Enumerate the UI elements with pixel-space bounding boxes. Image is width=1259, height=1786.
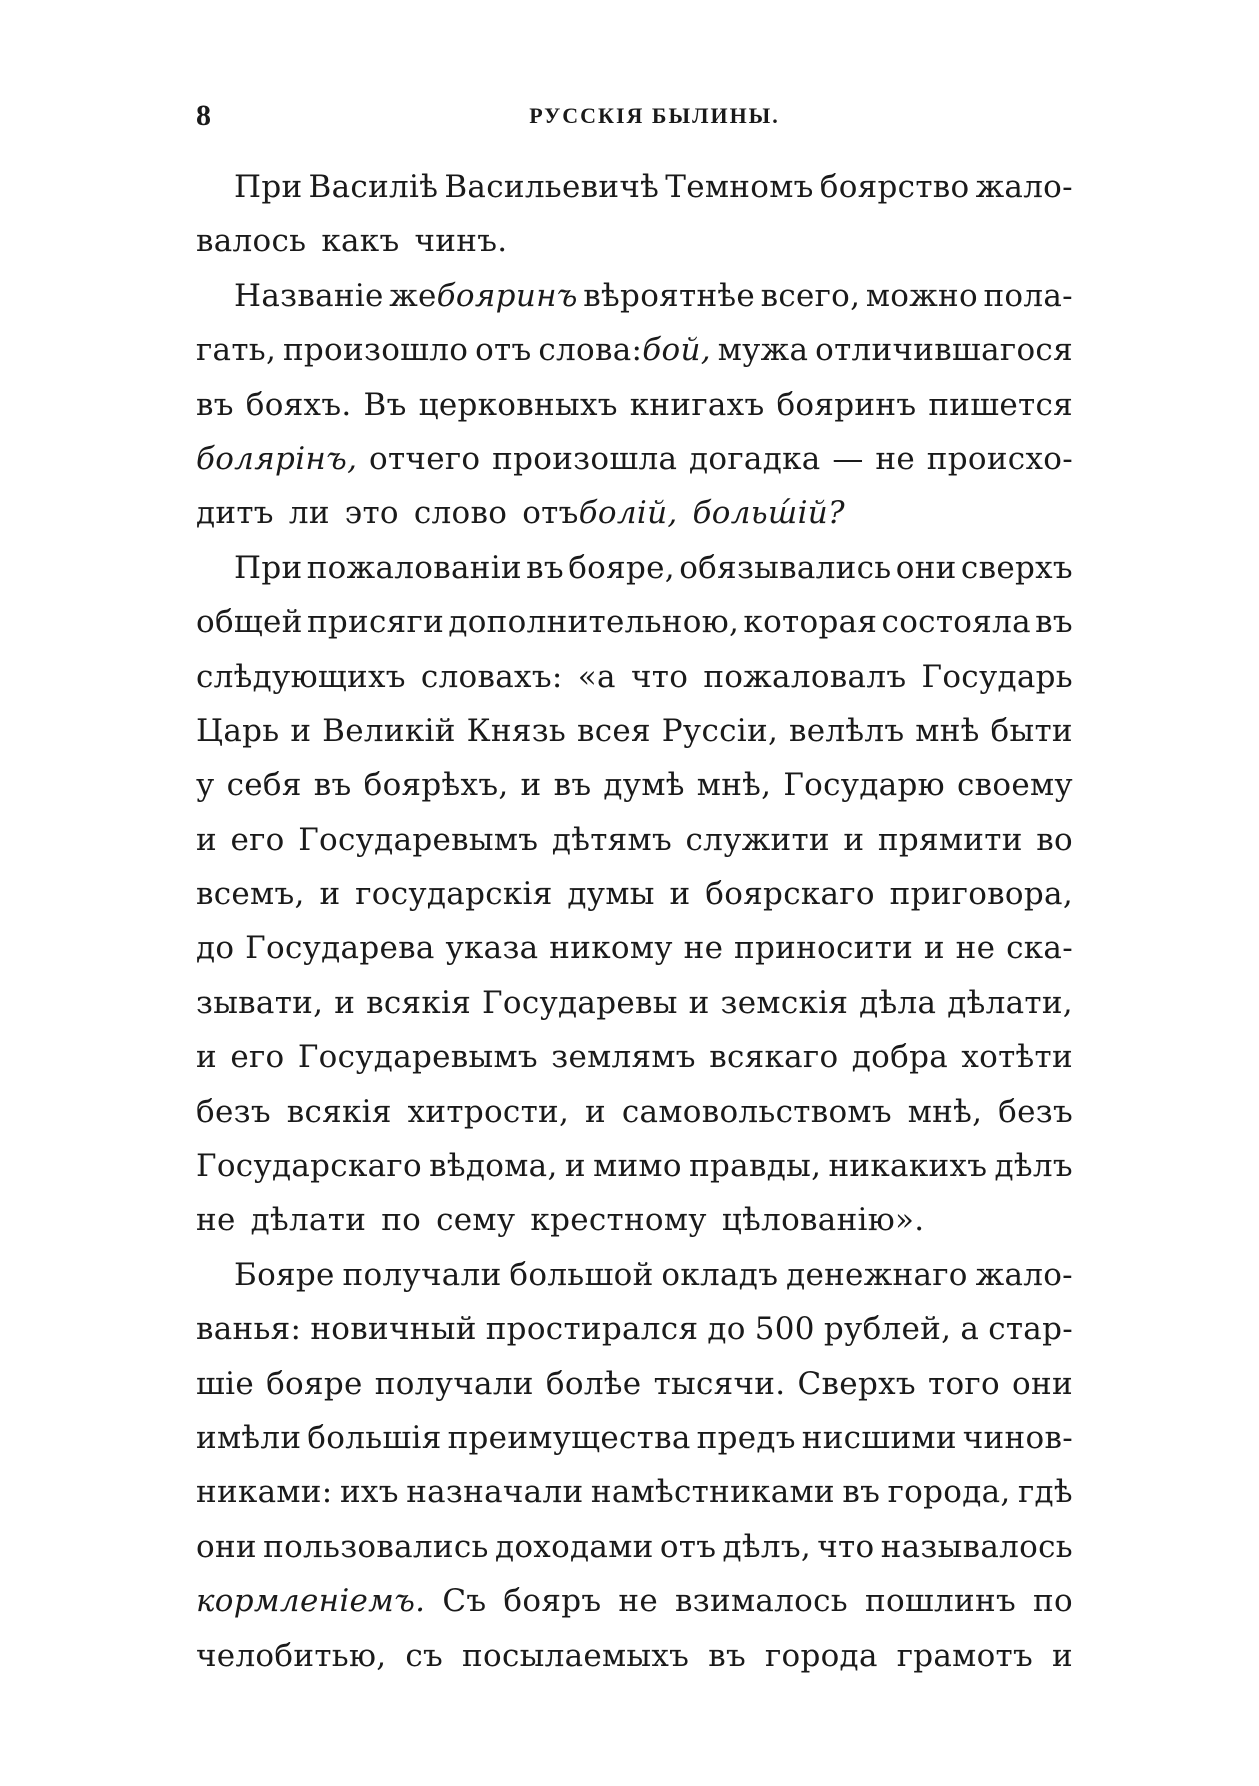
word: прямити (877, 821, 1023, 858)
word: денежнаго (786, 1256, 968, 1293)
word: Государевымъ (298, 821, 539, 858)
word: происхо- (926, 440, 1073, 477)
word: и (1052, 1637, 1073, 1674)
word: При (234, 549, 303, 586)
word: пишется (928, 386, 1073, 423)
word: никому (549, 930, 673, 967)
text-line (196, 1629, 1073, 1683)
word: по (381, 1202, 422, 1239)
word: Государевы (482, 984, 678, 1021)
word: его (230, 821, 285, 858)
word: окладъ (661, 1256, 779, 1293)
word: сверхъ (960, 549, 1073, 586)
word-fragment: , (347, 440, 358, 477)
word: мужа (717, 332, 809, 369)
word: слово (413, 495, 508, 532)
word: въ (842, 1474, 881, 1511)
word: произошло (282, 332, 469, 369)
word: челобитью, (196, 1637, 387, 1674)
text-line (196, 1085, 1073, 1139)
text-line (196, 595, 1073, 649)
word: они (196, 1528, 257, 1565)
word: они (895, 549, 957, 586)
word: называлось (880, 1528, 1073, 1565)
word: пожалованіи (306, 549, 522, 586)
word: не (618, 1583, 659, 1620)
word: думѣ (603, 767, 685, 804)
word: всякія (366, 984, 472, 1021)
word: церковныхъ (418, 386, 618, 423)
word: чинов- (962, 1419, 1073, 1456)
word: новичный (310, 1311, 477, 1348)
word: Названіе (234, 277, 384, 314)
word: добра (851, 1039, 949, 1076)
word: вѣдома, (429, 1148, 558, 1185)
word: и (196, 1039, 217, 1076)
word: предъ (696, 1419, 796, 1456)
word: какъ (321, 223, 400, 260)
word: Князь (466, 712, 567, 749)
word: Васильевичѣ (444, 169, 660, 205)
word: жало- (975, 169, 1073, 205)
page-number: 8 (196, 99, 211, 132)
word: бояре (266, 1365, 363, 1402)
word: состояла (881, 604, 1031, 641)
word: въ (526, 549, 564, 586)
word: и (843, 821, 865, 858)
word-fragment: бояринъ (436, 277, 578, 314)
word: Въ (363, 386, 407, 423)
word: до (707, 1311, 746, 1348)
word: гать, (196, 332, 277, 369)
word: дитъ (196, 495, 274, 532)
word: Василіѣ (308, 169, 439, 205)
word: ихъ (339, 1474, 399, 1511)
word: тысячи. (653, 1365, 786, 1402)
word: а (960, 1311, 980, 1348)
word: дѣлъ, (722, 1528, 812, 1565)
word: отличившагося (815, 332, 1073, 369)
word: сему (436, 1202, 516, 1239)
text-line (196, 1357, 1073, 1411)
word: Сверхъ (797, 1365, 916, 1402)
word: больш́ій? (692, 495, 845, 532)
word: бояхъ. (245, 386, 352, 423)
word: въ (553, 767, 592, 804)
word: пошлинъ (865, 1583, 1016, 1620)
word: города (764, 1637, 878, 1674)
word: назначали (406, 1474, 584, 1511)
page-header (196, 96, 1073, 136)
text-line (196, 323, 1073, 377)
text-line (196, 976, 1073, 1030)
word: чинъ. (414, 223, 508, 260)
text-line (196, 1574, 1073, 1628)
text-line (196, 650, 1073, 704)
word: Государь (921, 658, 1073, 695)
word: пользовались (263, 1528, 489, 1565)
word: получали (374, 1365, 534, 1402)
word: ли (288, 495, 330, 532)
word-fragment: бой, (642, 332, 711, 369)
word: шіе (196, 1365, 254, 1402)
word: безъ (998, 1093, 1073, 1130)
text-line (196, 921, 1073, 975)
word: не (875, 440, 916, 477)
word: кормленіемъ. (196, 1583, 426, 1620)
word: Государскаго (196, 1148, 422, 1185)
word: не (955, 930, 996, 967)
word: словахъ: (420, 658, 563, 695)
word: и (688, 984, 710, 1021)
word: своему (957, 767, 1073, 804)
word: и (196, 821, 217, 858)
word-fragment: болій, (578, 495, 678, 532)
word: всякія (286, 1093, 392, 1130)
word: не (683, 930, 724, 967)
word: Царь (196, 712, 280, 749)
word: книгахъ (629, 386, 765, 423)
word: посылаемыхъ (462, 1637, 690, 1674)
word: бояръ (503, 1583, 602, 1620)
word: мимо (593, 1148, 682, 1185)
word: дополнительною, (448, 604, 740, 641)
word: не (196, 1202, 236, 1239)
text-line (196, 1302, 1073, 1356)
word: приговора, (889, 876, 1073, 913)
word: правды, (689, 1148, 822, 1185)
word: общей (196, 604, 303, 641)
word: всякаго (709, 1039, 839, 1076)
word: ванья: (196, 1311, 302, 1348)
word: отъ (475, 332, 532, 369)
word: служити (685, 821, 830, 858)
text-line (196, 378, 1073, 432)
word: стар- (988, 1311, 1073, 1348)
word: преимущества (447, 1419, 691, 1456)
word: боярство (819, 169, 970, 205)
word: взималось (675, 1583, 848, 1620)
word: земскія (720, 984, 849, 1021)
word: дѣлъ (994, 1148, 1073, 1185)
word: всея (576, 712, 651, 749)
word: ска- (1006, 930, 1073, 967)
text-line (196, 758, 1073, 812)
word: Государевымъ (297, 1039, 538, 1076)
word: зывати, (196, 984, 324, 1021)
word: въ (1035, 604, 1073, 641)
word: Руссіи, (661, 712, 779, 749)
word: они (1012, 1365, 1073, 1402)
word: отчего (369, 440, 481, 477)
text-line (196, 432, 1073, 486)
word: большія (307, 1419, 442, 1456)
word: большой (509, 1256, 654, 1293)
word: жало- (975, 1256, 1073, 1293)
word: дѣла (859, 984, 937, 1021)
word: рублей, (823, 1311, 952, 1348)
word: крестному (530, 1202, 707, 1239)
word: Бояре (234, 1256, 335, 1293)
word: города, (887, 1474, 1011, 1511)
word: по (1033, 1583, 1073, 1620)
word: хитрости, (407, 1093, 570, 1130)
word: быти (990, 712, 1073, 749)
word: самовольствомъ (621, 1093, 892, 1130)
word: велѣлъ (789, 712, 905, 749)
word: хотѣти (961, 1039, 1073, 1076)
word: имѣли (196, 1419, 302, 1456)
word: мнѣ, (907, 1093, 983, 1130)
word: жебояринъ (389, 277, 578, 314)
word: дѣлати (250, 1202, 367, 1239)
word: догадка (689, 440, 821, 477)
word: и (564, 1148, 586, 1185)
word: произошла (492, 440, 678, 477)
word: слѣдующихъ (196, 658, 406, 695)
text-line (196, 486, 1073, 540)
word: дѣлати, (947, 984, 1073, 1021)
body-text (196, 160, 1073, 1683)
word: обязывались (679, 549, 892, 586)
text-line (196, 1248, 1073, 1302)
word: государскія (355, 876, 553, 913)
word: себя (226, 767, 302, 804)
word: указа (445, 930, 539, 967)
word: цѣлованію». (721, 1202, 925, 1239)
word: и (585, 1093, 606, 1130)
word: того (928, 1365, 1000, 1402)
word: простирался (485, 1311, 699, 1348)
text-line (196, 704, 1073, 758)
word: его (230, 1039, 285, 1076)
word: нисшими (801, 1419, 957, 1456)
word: Съ (442, 1583, 487, 1620)
word: землямъ (551, 1039, 696, 1076)
text-line (196, 1139, 1073, 1193)
word: у (196, 767, 215, 804)
word: присяги (306, 604, 445, 641)
word: пола- (983, 277, 1073, 314)
word: и (319, 876, 341, 913)
word: въ (313, 767, 352, 804)
word: это (344, 495, 399, 532)
text-line (196, 813, 1073, 867)
text-line (196, 867, 1073, 921)
word: можно (865, 277, 978, 314)
text-line (196, 1465, 1073, 1519)
word: и (334, 984, 356, 1021)
word: въ (196, 386, 234, 423)
word: Темномъ (665, 169, 814, 205)
word: Государева (245, 930, 435, 967)
word: и (923, 930, 945, 967)
word: «а (577, 658, 616, 695)
word: бояре, (568, 549, 675, 586)
text-line (196, 269, 1073, 323)
text-line (196, 1411, 1073, 1465)
word: вѣроятнѣе (583, 277, 756, 314)
word: При (234, 169, 303, 205)
text-line (196, 541, 1073, 595)
word: безъ (196, 1093, 271, 1130)
text-line (196, 1193, 1073, 1247)
word: до (196, 930, 235, 967)
word: которая (743, 604, 878, 641)
word: грамотъ (896, 1637, 1034, 1674)
word: что (630, 658, 689, 695)
word: болѣе (545, 1365, 642, 1402)
word: пожаловалъ (703, 658, 907, 695)
word: во (1036, 821, 1073, 858)
word: мнѣ, (696, 767, 772, 804)
word: Государю (783, 767, 945, 804)
word: и (669, 876, 691, 913)
word: что (817, 1528, 875, 1565)
word: отъ (659, 1528, 717, 1565)
word: Великій (322, 712, 456, 749)
word: и (520, 767, 542, 804)
word: мнѣ (915, 712, 980, 749)
word: отъболій, (522, 495, 678, 532)
word: и (290, 712, 312, 749)
text-line (196, 160, 1073, 214)
running-title: РУССКІЯ БЫЛИНЫ. (529, 103, 780, 128)
word: никакихъ (828, 1148, 988, 1185)
text-line (196, 1520, 1073, 1574)
word: валось (196, 223, 307, 260)
word: гдѣ (1017, 1474, 1073, 1511)
word: — (832, 440, 864, 477)
word: никами: (196, 1474, 333, 1511)
word: боярскаго (705, 876, 875, 913)
text-line (196, 1030, 1073, 1084)
word: дѣтямъ (551, 821, 672, 858)
word: доходами (494, 1528, 654, 1565)
word: въ (708, 1637, 746, 1674)
word: бояринъ (776, 386, 917, 423)
text-line (196, 214, 1073, 268)
word: 500 (754, 1311, 815, 1348)
word: болярінъ, (196, 440, 358, 477)
word: приносити (734, 930, 914, 967)
word: намѣстниками (590, 1474, 835, 1511)
word: получали (342, 1256, 502, 1293)
word: всемъ, (196, 876, 305, 913)
word: слова:бой, (538, 332, 711, 369)
word: боярѣхъ, (363, 767, 509, 804)
word: думы (567, 876, 655, 913)
word: всего, (760, 277, 861, 314)
word: съ (405, 1637, 444, 1674)
